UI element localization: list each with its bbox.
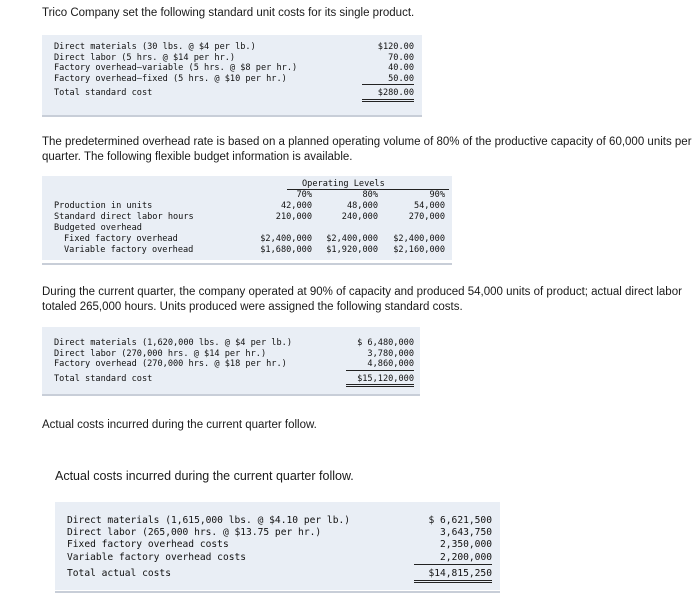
table-row: [54, 63, 414, 74]
paragraph-current-quarter: During the current quarter, the company operated at 90% of capacity and produced 54,000 units of product; actual direct labor totaled 265,000 hours. Units produced were assigned the following standard costs.: [42, 286, 682, 313]
row-value: 2,350,000: [440, 539, 492, 551]
intro-text: Trico Company set the following standard unit costs for its single product.: [42, 7, 415, 19]
total-row: [67, 568, 492, 583]
row-value: 4,860,000: [346, 359, 414, 371]
table-row: [54, 53, 414, 64]
total-value: $15,120,000: [346, 374, 414, 388]
unit-cost-table: [42, 35, 422, 115]
table-row: [42, 212, 452, 223]
row-value: $120.00: [377, 42, 414, 52]
cell: $2,160,000: [393, 245, 445, 255]
total-row: [54, 88, 414, 102]
row-label: Direct labor (5 hrs. @ $14 per hr.): [54, 52, 236, 63]
cell: $1,920,000: [326, 245, 378, 255]
table-row: [67, 539, 492, 551]
table-row: [54, 42, 414, 53]
standard-costs-table: [42, 327, 420, 394]
cell: 210,000: [275, 212, 312, 222]
row-value: 3,643,750: [440, 527, 492, 539]
row-label: Budgeted overhead: [54, 223, 142, 233]
cell: $2,400,000: [393, 234, 445, 244]
table-row: [42, 234, 452, 245]
table-row: [54, 338, 414, 349]
divider: [42, 394, 420, 396]
row-label: Standard direct labor hours: [54, 212, 194, 222]
total-label: Total actual costs: [67, 567, 171, 579]
cell: 270,000: [408, 212, 445, 222]
table-row: [67, 515, 492, 527]
row-label: Variable factory overhead: [64, 245, 194, 255]
row-label: Production in units: [54, 201, 153, 211]
divider: [42, 263, 452, 265]
row-label: Factory overhead—fixed (5 hrs. @ $10 per hr.): [54, 73, 287, 84]
flexible-budget-table: [42, 176, 452, 260]
row-value: $ 6,480,000: [357, 338, 414, 348]
col-90: 90%: [429, 190, 445, 200]
row-label: Direct materials (30 lbs. @ $4 per lb.): [54, 42, 256, 52]
table-row: [54, 349, 414, 360]
row-value: $ 6,621,500: [428, 515, 492, 526]
column-headers: [42, 190, 452, 201]
table-row: [42, 201, 452, 212]
total-label: Total standard cost: [54, 88, 153, 99]
total-value: $14,815,250: [414, 568, 492, 583]
table-row: [54, 74, 414, 86]
paragraph-actual-costs: Actual costs incurred during the current quarter follow.: [42, 419, 317, 431]
divider: [55, 591, 500, 593]
row-value: 3,780,000: [367, 348, 414, 359]
row-value: 50.00: [362, 74, 414, 86]
cell: 48,000: [346, 201, 378, 211]
row-value: 40.00: [388, 63, 414, 74]
row-label: Fixed factory overhead: [64, 234, 178, 244]
table-row: [54, 359, 414, 371]
operating-levels-header: Operating Levels: [302, 179, 385, 189]
actual-costs-table: [55, 502, 500, 590]
cell: 54,000: [413, 201, 445, 211]
row-label: Direct labor (265,000 hrs. @ $13.75 per hr.): [67, 527, 322, 539]
row-value: 70.00: [388, 52, 414, 63]
cell: 240,000: [341, 212, 378, 222]
table-row: [42, 245, 452, 256]
cell: $1,680,000: [260, 245, 312, 255]
row-label: Direct materials (1,620,000 lbs. @ $4 per lb.): [54, 338, 292, 348]
row-label: Factory overhead—variable (5 hrs. @ $8 per hr.): [54, 63, 298, 74]
col-80: 80%: [362, 190, 378, 200]
cell: $2,400,000: [326, 234, 378, 244]
divider: [42, 115, 422, 117]
row-label: Direct materials (1,615,000 lbs. @ $4.10 per lb.): [67, 515, 351, 526]
table-row: [67, 527, 492, 539]
total-label: Total standard cost: [54, 373, 153, 384]
col-70: 70%: [296, 190, 312, 200]
table-row: [42, 223, 452, 234]
total-value: $280.00: [362, 88, 414, 102]
cell: 42,000: [280, 201, 312, 211]
paragraph-planned-volume: The predetermined overhead rate is based on a planned operating volume of 80% of the productive capacity of 60,000 units per quarter. The following flexible budget information is available.: [42, 136, 692, 163]
cell: $2,400,000: [260, 234, 312, 244]
total-row: [54, 374, 414, 388]
row-label: Factory overhead (270,000 hrs. @ $18 per hr.): [54, 359, 287, 370]
table-row: [67, 552, 492, 565]
paragraph-actual-costs-repeat: Actual costs incurred during the current quarter follow.: [55, 469, 354, 483]
row-label: Fixed factory overhead costs: [67, 539, 229, 551]
row-label: Variable factory overhead costs: [67, 551, 247, 563]
row-value: 2,200,000: [414, 552, 492, 565]
row-label: Direct labor (270,000 hrs. @ $14 per hr.): [54, 348, 267, 359]
